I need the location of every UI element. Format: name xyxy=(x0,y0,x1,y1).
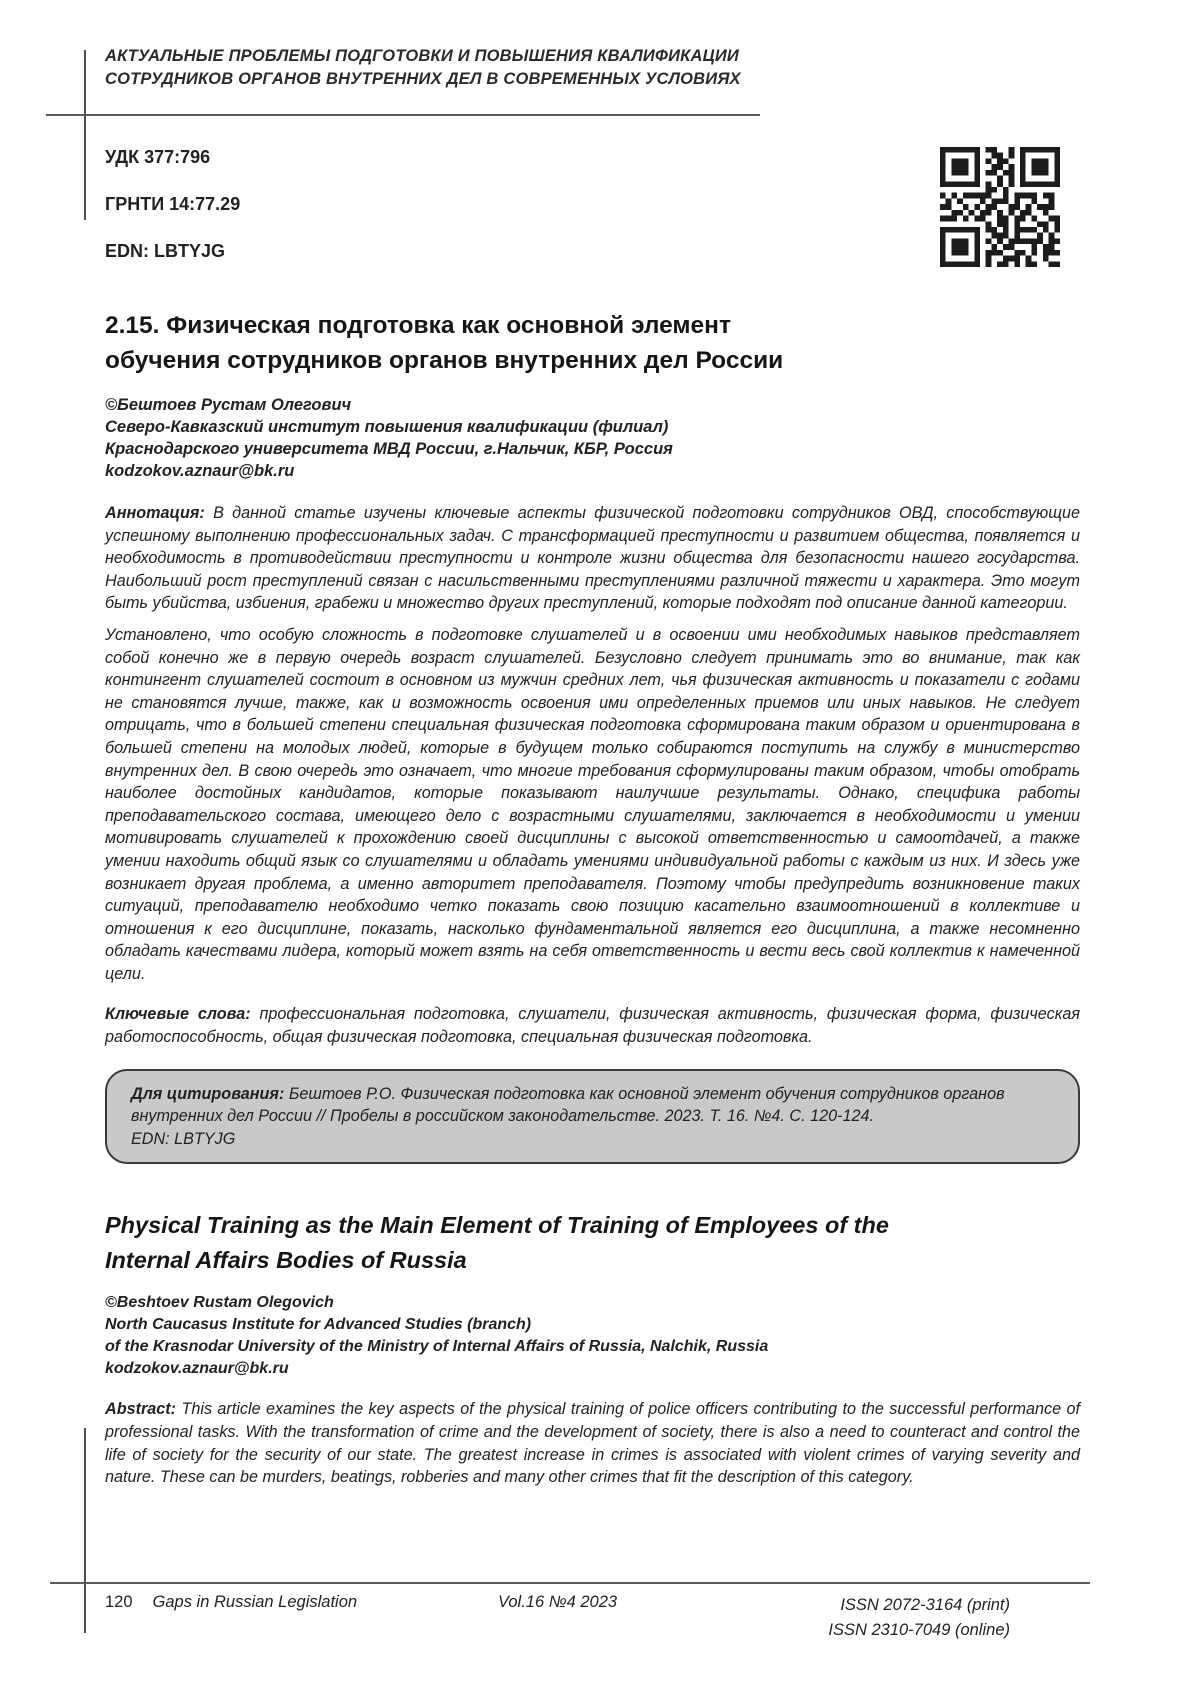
citation-edn: EDN: LBTYJG xyxy=(131,1129,236,1148)
keywords-ru-text: профессиональная подготовка, слушатели, физическая активность, физическая форма, физическая работоспособность, общая физическая подготовка, специальная физическая подготовка. xyxy=(105,1005,1080,1047)
footer-issn xyxy=(828,1593,1010,1643)
abstract-ru-text-2: Установлено, что особую сложность в подготовке слушателей и в освоении ими необходимых навыков представляет собой конечно же в первую очередь возраст слушателей. Безусловно следует принимать это во внимание, так как контингент слушателей состоит в основном из мужчин средних лет, чья физическая активность и показатели с годами не становятся лучше, также, как и возможность освоения ими определенных приемов или иных навыков. Не следует отрицать, что в большей степени специальная физическая подготовка сформирована таким образом и ориентирована в большей степени на молодых людей, которые в будущем только собираются поступить на службу в министерство внутренних дел. В свою очередь это означает, что многие требования сформулированы таким образом, чтобы отобрать наиболее достойных кандидатов, которые показывают наилучшие результаты. Однако, специфика работы преподавательского состава, имеющего дело с возрастными слушателями, заключается в необходимости и умении мотивировать слушателей к прохождению своей дисциплины с высокой ответственностью и самоотдачей, а также умении находить общий язык со слушателями и обладать умениями индивидуальной работы с каждым из них. И здесь уже возникает другая проблема, а именно авторитет преподавателя. Поэтому чтобы предупредить возникновение таких ситуаций, преподавателю необходимо четко показать свою позицию касательно взаимоотношений в коллективе и отношения к его дисциплине, показать, насколько фундаментальной является его дисциплина, а также несомненно обладать качествами лидера, который может взять на себя ответственность и вести весь свой коллектив к намеченной цели. xyxy=(105,625,1080,983)
footer-issn-online: ISSN 2310-7049 (online) xyxy=(828,1621,1010,1639)
article-title-en xyxy=(105,1208,1080,1278)
article-title-ru-line1: 2.15. Физическая подготовка как основной элемент xyxy=(105,312,731,339)
abstract-ru-paragraph-1 xyxy=(105,502,1080,615)
udc-label: УДК 377:796 xyxy=(105,147,211,167)
affiliation-en-line2: of the Krasnodar University of the Ministry of Internal Affairs of Russia, Nalchik, Russia xyxy=(105,1338,769,1356)
author-name-ru: ©Бештоев Рустам Олегович xyxy=(105,396,352,414)
footer-issn-print: ISSN 2072-3164 (print) xyxy=(840,1596,1010,1614)
abstract-ru-text-1: В данной статье изучены ключевые аспекты физической подготовки сотрудников ОВД, способствующие успешному выполнению профессиональных задач. С трансформацией преступности и развитием общества, появляется и необходимость в противодействии преступности и контроле жизни общества для безопасности нашего государства. Наибольший рост преступлений связан с насильственными преступлениями различной тяжести и характера. Это могут быть убийства, избиения, грабежи и множество других преступлений, которые подходят под описание данной категории. xyxy=(105,504,1081,613)
affiliation-ru-line1: Северо-Кавказский институт повышения квалификации (филиал) xyxy=(105,418,669,436)
abstract-ru-label: Аннотация: xyxy=(105,504,205,522)
author-block-ru xyxy=(105,394,1080,482)
article-meta xyxy=(105,147,1080,262)
abstract-ru-paragraph-2 xyxy=(105,624,1080,986)
article-title-ru-line2: обучения сотрудников органов внутренних дел России xyxy=(105,347,784,374)
abstract-en-text: This article examines the key aspects of the physical training of police officers contributing to the successful performance of professional tasks. With the transformation of crime and the development of society, there is also a need to counteract and control the life of society for the security of our state. The greatest increase in crimes is associated with violent crimes of varying severity and nature. These can be murders, beatings, robberies and many other crimes that fit the description of this category. xyxy=(105,1400,1081,1487)
keywords-ru xyxy=(105,1003,1080,1048)
footer-page-number: 120 xyxy=(105,1593,133,1611)
author-email-ru: kodzokov.aznaur@bk.ru xyxy=(105,462,295,480)
article-title-en-line1: Physical Training as the Main Element of Training of Employees of the xyxy=(105,1212,889,1239)
author-email-en: kodzokov.aznaur@bk.ru xyxy=(105,1360,289,1378)
bottom-left-vertical-rule xyxy=(84,1428,86,1633)
citation-paragraph xyxy=(131,1083,1054,1151)
running-head-line2: СОТРУДНИКОВ ОРГАНОВ ВНУТРЕННИХ ДЕЛ В СОВРЕМЕННЫХ УСЛОВИЯХ xyxy=(105,70,741,88)
affiliation-ru-line2: Краснодарского университета МВД России, г.Нальчик, КБР, Россия xyxy=(105,440,673,458)
abstract-en-label: Abstract: xyxy=(105,1400,177,1419)
top-left-vertical-rule xyxy=(84,50,86,220)
footer-left xyxy=(105,1593,357,1612)
article-title-ru xyxy=(105,308,1080,378)
edn-label: EDN: LBTYJG xyxy=(105,241,226,261)
page-footer xyxy=(105,1593,1010,1643)
grnti-label: ГРНТИ 14:77.29 xyxy=(105,194,241,214)
footer-rule xyxy=(50,1582,1090,1584)
footer-journal-name: Gaps in Russian Legislation xyxy=(152,1593,358,1611)
citation-box xyxy=(105,1069,1080,1165)
keywords-ru-label: Ключевые слова: xyxy=(105,1005,251,1024)
author-block-en xyxy=(105,1292,1080,1380)
footer-volume-issue: Vol.16 №4 2023 xyxy=(497,1593,618,1611)
citation-label: Для цитирования: xyxy=(131,1084,285,1103)
article-title-en-line2: Internal Affairs Bodies of Russia xyxy=(105,1247,467,1274)
abstract-en-paragraph xyxy=(105,1398,1080,1488)
running-head-line1: АКТУАЛЬНЫЕ ПРОБЛЕМЫ ПОДГОТОВКИ И ПОВЫШЕНИЯ КВАЛИФИКАЦИИ xyxy=(105,47,739,65)
page-content xyxy=(105,0,1080,1489)
affiliation-en-line1: North Caucasus Institute for Advanced Studies (branch) xyxy=(105,1316,532,1334)
running-head xyxy=(105,45,1080,91)
citation-text: Бештоев Р.О. Физическая подготовка как основной элемент обучения сотрудников органов внутренних дел России // Пробелы в российском законодательстве. 2023. Т. 16. №4. С. 120-124. xyxy=(131,1084,1005,1126)
author-name-en: ©Beshtoev Rustam Olegovich xyxy=(105,1294,334,1312)
